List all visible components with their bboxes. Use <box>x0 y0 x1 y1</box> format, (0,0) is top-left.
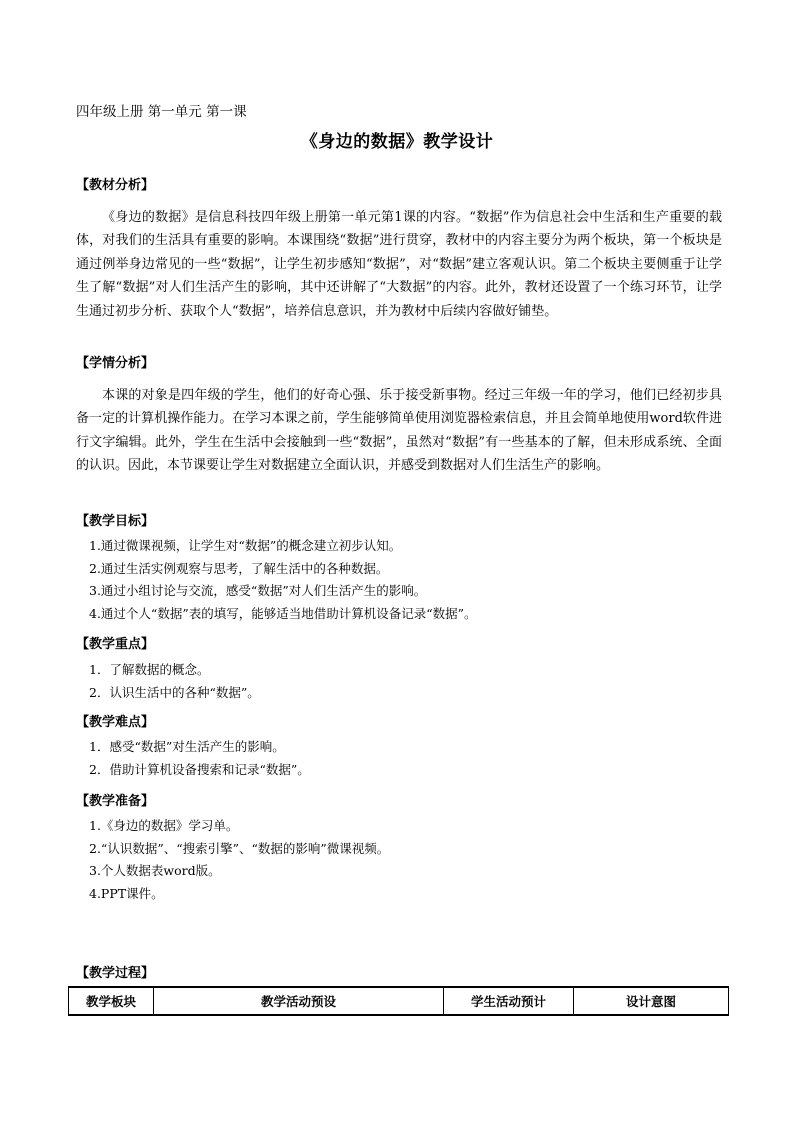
grade-unit-line: 四年级上册 第一单元 第一课 <box>76 104 247 120</box>
section-heading-difficulties: 【教学难点】 <box>76 715 155 730</box>
list-item: 2．借助计算机设备搜索和记录“数据”。 <box>89 761 310 777</box>
column-header-design-intent: 设计意图 <box>574 987 729 1015</box>
list-item: 3.个人数据表word版。 <box>89 863 221 879</box>
column-header-student-activity: 学生活动预计 <box>444 987 574 1015</box>
key-points-list <box>89 659 260 704</box>
document-title: 《身边的数据》教学设计 <box>300 132 494 152</box>
teaching-process-table <box>68 986 729 1016</box>
list-item: 1.通过微课视频，让学生对“数据”的概念建立初步认知。 <box>89 538 402 553</box>
list-item: 4.通过个人“数据”表的填写，能够适当地借助计算机设备记录“数据”。 <box>89 605 477 621</box>
material-analysis-paragraph: 《身边的数据》是信息科技四年级上册第一单元第1课的内容。“数据”作为信息社会中生活和生产重要的载体，对我们的生活具有重要的影响。本课围绕“数据”进行贯穿，教材中的内容主要分为两个板块，第一个板块是通过例举身边常见的一些“数据”，让学生初步感知“数据”，对“数据”建立客观认识。第二个板块主要侧重于让学生了解“数据”对人们生活产生的影响，其中还讲解了“大数据”的内容。此外，教材还设置了一个练习环节，让学生通过初步分析、获取个人“数据”，培养信息意识，并为教材中后续内容做好铺垫。 <box>76 210 722 319</box>
list-item: 4.PPT课件。 <box>89 885 164 901</box>
section-heading-material: 【教材分析】 <box>76 178 155 193</box>
list-item: 1．了解数据的概念。 <box>89 662 210 677</box>
list-item: 2.“认识数据”、“搜索引擎”、“数据的影响”微课视频。 <box>89 840 390 856</box>
table-header-row <box>69 987 729 1015</box>
list-item: 1．感受“数据”对生活产生的影响。 <box>89 739 285 754</box>
list-item: 2．认识生活中的各种“数据”。 <box>89 684 260 700</box>
list-item: 2.通过生活实例观察与思考，了解生活中的各种数据。 <box>89 560 389 576</box>
section-heading-goals: 【教学目标】 <box>76 514 155 529</box>
section-heading-key-points: 【教学重点】 <box>76 637 155 652</box>
teaching-goals-list <box>89 535 477 625</box>
section-heading-students: 【学情分析】 <box>76 356 155 371</box>
column-header-activity: 教学活动预设 <box>154 987 444 1015</box>
preparation-list <box>89 815 389 905</box>
list-item: 3.通过小组讨论与交流，感受“数据”对人们生活产生的影响。 <box>89 583 427 599</box>
column-header-block: 教学板块 <box>69 987 154 1015</box>
section-heading-process: 【教学过程】 <box>76 966 155 981</box>
list-item: 1.《身边的数据》学习单。 <box>89 818 239 833</box>
section-heading-preparation: 【教学准备】 <box>76 794 155 809</box>
difficulties-list <box>89 736 310 781</box>
student-analysis-paragraph: 本课的对象是四年级的学生，他们的好奇心强、乐于接受新事物。经过三年级一年的学习，他们已经初步具备一定的计算机操作能力。在学习本课之前，学生能够简单使用浏览器检索信息，并且会简单地使用word软件进行文字编辑。此外，学生在生活中会接触到一些“数据”，虽然对“数据”有一些基本的了解，但未形成系统、全面的认识。因此，本节课要让学生对数据建立全面认识，并感受到数据对人们生活生产的影响。 <box>76 388 722 474</box>
